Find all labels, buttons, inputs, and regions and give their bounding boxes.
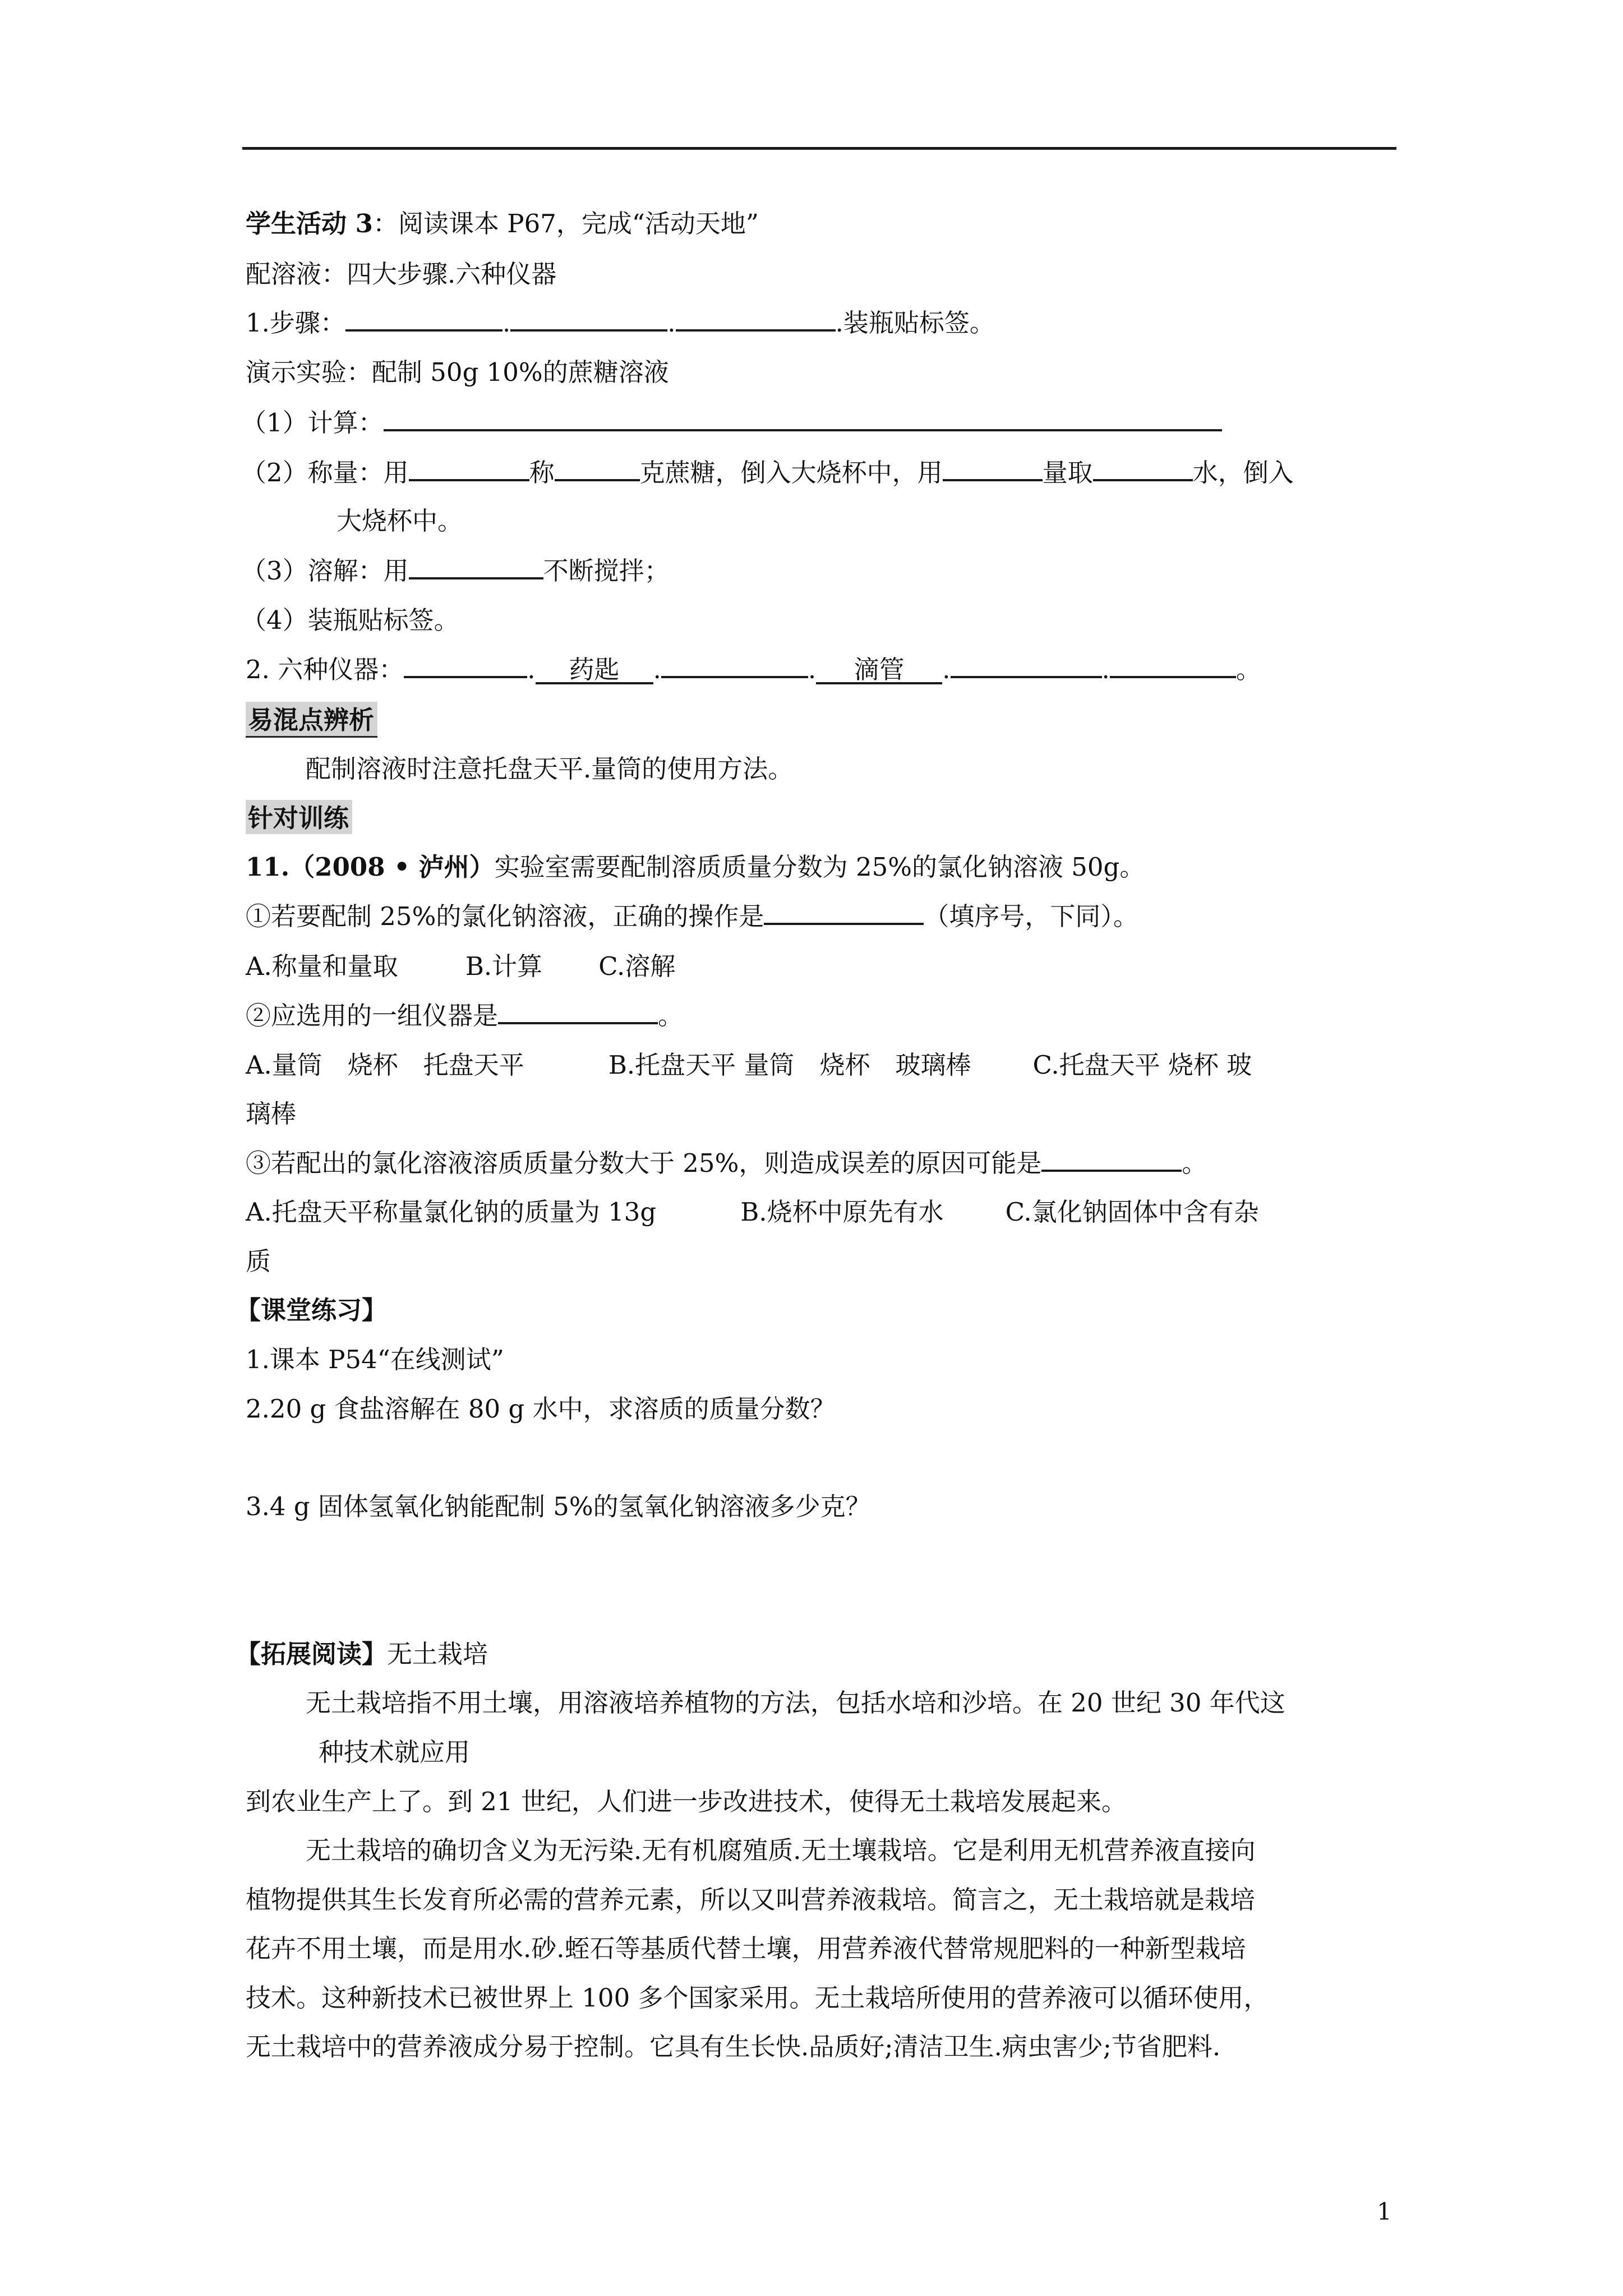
dissolve-text-2: 不断搅拌； (543, 556, 670, 586)
steps-prefix: 1.步骤： (246, 308, 345, 338)
q1-options (246, 949, 675, 984)
reading-p2-line3: 花卉不用土壤，而是用水.砂.蛭石等基质代替土壤，用营养液代替常规肥料的一种新型栽培 (246, 1934, 1246, 1963)
q1-text: ①若要配制 25%的氯化钠溶液，正确的操作是 (246, 901, 764, 931)
prep-title: 配溶液：四大步骤.六种仪器 (246, 259, 557, 289)
weigh-blank-instrument[interactable] (409, 459, 529, 481)
reading-title: 无土栽培 (387, 1639, 488, 1669)
q3-text: ③若配出的氯化溶液溶质质量分数大于 25%，则造成误差的原因可能是 (246, 1148, 1042, 1178)
activity-line (246, 206, 759, 241)
instruments-sep: . (808, 655, 817, 684)
q3-option-c-wrap: 质 (246, 1246, 271, 1276)
reading-p2-line1: 无土栽培的确切含义为无污染.无有机腐殖质.无土壤栽培。它是利用无机营养液直接向 (306, 1835, 1256, 1865)
q1-option-b[interactable]: B.计算 (465, 951, 543, 981)
confusion-text: 配制溶液时注意托盘天平.量筒的使用方法。 (306, 754, 794, 784)
q11-part2 (246, 999, 683, 1033)
practice-item-1: 1.课本 P54“在线测试” (246, 1345, 504, 1374)
q3-options (246, 1195, 1259, 1230)
instruments-sep: . (527, 655, 536, 684)
step-blank-3[interactable] (676, 309, 836, 332)
calc-label: （1）计算： (241, 408, 384, 438)
instruments-sep: . (653, 655, 661, 684)
weigh-text-5: 水，倒入 (1192, 458, 1294, 487)
steps-sep: . (502, 308, 511, 338)
q3-after: 。 (1182, 1148, 1207, 1178)
q11-part3 (246, 1146, 1207, 1181)
q11-source: （2008 • 泸州） (289, 852, 495, 882)
instrument-dropper: 滴管 (816, 657, 942, 684)
reading-p1-line2: 种技术就应用 (319, 1737, 471, 1767)
calc-line (241, 406, 1222, 440)
reading-heading-line (236, 1637, 488, 1672)
calc-blank[interactable] (384, 409, 1222, 431)
weigh-line (241, 455, 1294, 490)
q1-option-a[interactable]: A.称量和量取 (246, 951, 398, 981)
training-heading-line (246, 801, 352, 836)
weigh-text-4: 量取 (1042, 458, 1093, 487)
dissolve-text-1: （3）溶解：用 (241, 556, 409, 586)
q3-option-a[interactable]: A.托盘天平称量氯化钠的质量为 13g (246, 1197, 657, 1227)
steps-suffix: .装瓶贴标签。 (835, 308, 995, 338)
q3-blank[interactable] (1041, 1149, 1182, 1172)
dissolve-blank[interactable] (409, 557, 543, 579)
q3-option-c[interactable]: C.氯化钠固体中含有杂 (1005, 1197, 1259, 1227)
confusion-heading-line (246, 703, 377, 738)
step-blank-1[interactable] (345, 309, 502, 332)
weigh-blank-measure[interactable] (943, 459, 1043, 481)
q11-number: 11. (246, 852, 290, 882)
q1-option-c[interactable]: C.溶解 (598, 951, 676, 981)
q2-after: 。 (658, 1001, 684, 1030)
practice-heading: 【课堂练习】 (236, 1295, 388, 1325)
instruments-end: 。 (1235, 655, 1261, 684)
weigh-text-2: 称 (529, 458, 555, 487)
instruments-sep: . (1101, 655, 1110, 684)
q2-option-a[interactable]: A.量筒 烧杯 托盘天平 (246, 1050, 524, 1080)
dissolve-line (241, 554, 670, 588)
q2-text: ②应选用的一组仪器是 (246, 1001, 499, 1030)
q11-text: 实验室需要配制溶质质量分数为 25%的氯化钠溶液 50g。 (494, 852, 1145, 882)
instruments-line (246, 652, 1261, 687)
reading-p1-line3: 到农业生产上了。到 21 世纪，人们进一步改进技术，使得无土栽培发展起来。 (246, 1787, 1127, 1816)
confusion-heading: 易混点辨析 (246, 702, 377, 738)
reading-heading: 【拓展阅读】 (236, 1639, 388, 1669)
weigh-text-1: （2）称量：用 (241, 458, 409, 487)
demo-experiment: 演示实验：配制 50g 10%的蔗糖溶液 (246, 357, 669, 387)
instrument-blank-1[interactable] (404, 656, 527, 678)
steps-sep: . (667, 308, 676, 338)
q3-option-b[interactable]: B.烧杯中原先有水 (740, 1197, 944, 1227)
q2-blank[interactable] (498, 1002, 658, 1024)
header-rule (242, 147, 1396, 150)
training-heading: 针对训练 (246, 800, 352, 834)
q2-option-b[interactable]: B.托盘天平 量筒 烧杯 玻璃棒 (608, 1050, 971, 1080)
q2-options (246, 1048, 1252, 1083)
instrument-spoon: 药匙 (536, 657, 653, 684)
instrument-blank-5[interactable] (951, 656, 1102, 678)
activity-text: ：阅读课本 P67，完成“活动天地” (372, 209, 759, 238)
steps-line (246, 306, 995, 341)
page-number: 1 (1377, 2198, 1392, 2225)
label-step: （4）装瓶贴标签。 (241, 605, 459, 635)
weigh-blank-mass[interactable] (555, 459, 640, 481)
q1-after: （填序号，下同）。 (924, 901, 1138, 931)
reading-p2-line5: 无土栽培中的营养液成分易于控制。它具有生长快.品质好;清洁卫生.病虫害少;节省肥料. (246, 2032, 1221, 2062)
q11-part1 (246, 899, 1138, 934)
reading-p2-line2: 植物提供其生长发育所必需的营养元素，所以又叫营养液栽培。简言之，无土栽培就是栽培 (246, 1885, 1256, 1915)
practice-item-3: 3.4 g 固体氢氧化钠能配制 5%的氢氧化钠溶液多少克？ (246, 1492, 871, 1521)
q1-blank[interactable] (764, 903, 924, 925)
instruments-sep: . (942, 655, 951, 684)
step-blank-2[interactable] (510, 309, 667, 332)
instruments-prefix: 2. 六种仪器： (246, 655, 404, 684)
practice-item-2: 2.20 g 食盐溶解在 80 g 水中，求溶质的质量分数？ (246, 1394, 836, 1424)
reading-p1-line1: 无土栽培指不用土壤，用溶液培养植物的方法，包括水培和沙培。在 20 世纪 30 年代这 (306, 1688, 1285, 1718)
weigh-line-wrap: 大烧杯中。 (336, 506, 463, 536)
question-11 (246, 850, 1145, 885)
activity-label: 学生活动 3 (246, 209, 373, 238)
q2-option-c-wrap: 璃棒 (246, 1099, 297, 1129)
weigh-text-3: 克蔗糖，倒入大烧杯中，用 (639, 458, 943, 487)
reading-p2-line4: 技术。这种新技术已被世界上 100 多个国家采用。无土栽培所使用的营养液可以循环使用， (246, 1983, 1269, 2013)
q2-option-c[interactable]: C.托盘天平 烧杯 玻 (1032, 1050, 1252, 1080)
weigh-blank-volume[interactable] (1093, 459, 1193, 481)
instrument-blank-6[interactable] (1110, 656, 1236, 678)
instrument-blank-3[interactable] (661, 656, 808, 678)
